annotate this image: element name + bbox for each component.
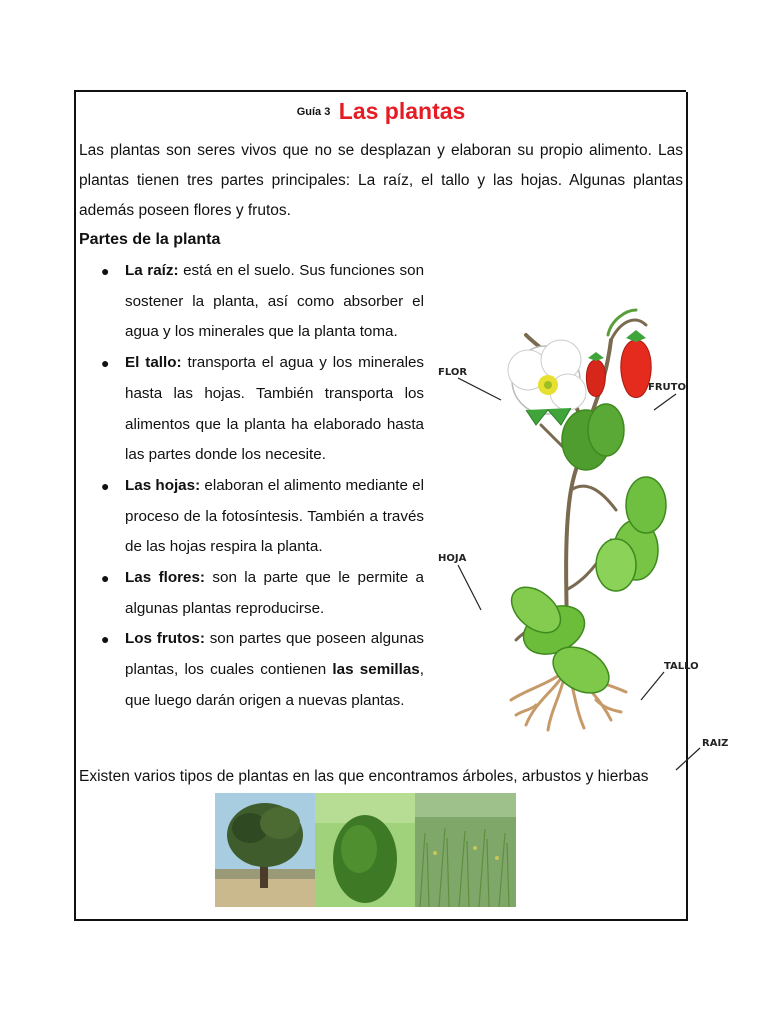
plant-parts-list [96,256,424,717]
intro-paragraph: Las plantas son seres vivos que no se desplazan y elaboran su propio alimento. Las plantas tienen tres partes principales: La raíz, el tallo y las hojas. Algunas plantas además poseen flores y frutos. [79,142,683,219]
guide-number: Guía 3 [296,105,331,118]
desc-tallo: transporta el agua y los minerales hasta las hojas. También transporta los alimentos que la planta ha elaborado hasta las partes donde los necesite. [125,354,424,464]
grass-photo [415,793,516,907]
desc-hojas: elaboran el alimento mediante el proceso de la fotosíntesis. También a través de las hojas respira la planta. [125,476,424,556]
label-flor: FLOR [438,367,468,378]
leaves-illustration [503,404,666,702]
flower-illustration [508,340,586,425]
label-fruto: FRUTO [648,382,686,393]
desc-raiz: está en el suelo. Sus funciones son sostener la planta, así como absorber el agua y los minerales que la planta toma. [125,262,425,341]
plant-types-photos [215,793,516,907]
term-semillas: las semillas [332,661,420,679]
bullet-icon: ● [101,631,110,648]
list-item-frutos [96,624,424,716]
tree-photo [215,793,315,907]
term-frutos: Los frutos: [125,630,205,648]
desc-flores: son la parte que le permite a algunas plantas reproducirse. [125,569,424,617]
bullet-icon: ● [101,263,110,279]
term-hojas: Las hojas: [125,476,201,494]
list-item-tallo [96,348,424,471]
plant-types-sentence: Existen varios tipos de plantas en las que encontramos árboles, arbustos y hierbas [79,768,649,785]
desc-frutos: son partes que poseen algunas plantas, los cuales contienen [125,630,424,679]
bullet-icon: ● [101,355,110,372]
label-raiz: RAIZ [702,738,729,749]
term-flores: Las flores: [125,569,205,587]
fruit-illustration [586,330,651,398]
bullet-icon: ● [101,570,110,587]
plant-diagram [436,260,729,749]
list-item-raiz [96,256,424,348]
label-hoja: HOJA [438,553,467,564]
page-title: Las plantas [338,98,466,124]
term-raiz: La raíz: [125,262,179,279]
worksheet-frame [74,92,729,921]
bullet-icon: ● [101,477,110,494]
desc-frutos-end: , que luego darán origen a nuevas plantas. [125,661,424,709]
label-tallo: TALLO [664,661,699,672]
section-title: Partes de la planta [79,231,221,248]
list-item-hojas [96,471,424,563]
shrub-photo [315,793,415,907]
term-tallo: El tallo: [125,354,182,372]
title-row [76,98,686,125]
list-item-flores [96,563,424,624]
